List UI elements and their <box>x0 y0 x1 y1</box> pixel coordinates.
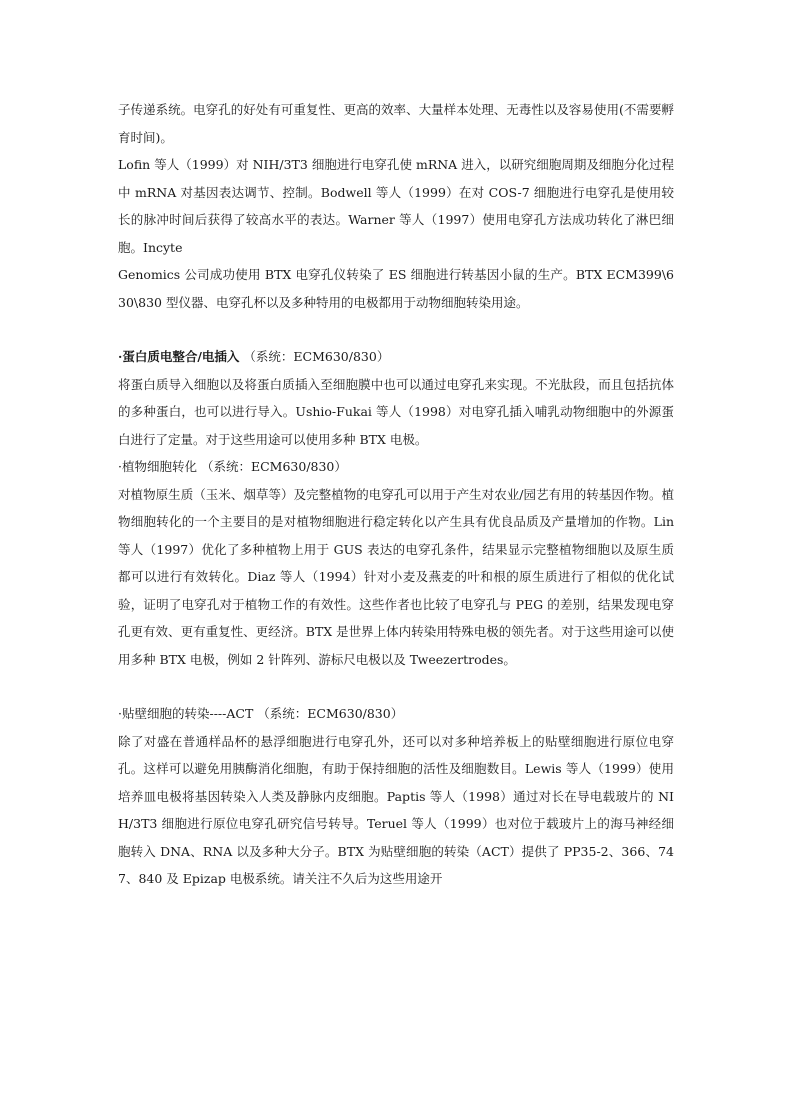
section-heading-plant-transformation <box>118 453 674 481</box>
paragraph-protein-electroinsertion: 将蛋白质导入细胞以及将蛋白质插入至细胞膜中也可以通过电穿孔来实现。不光肽段，而且包括抗体的多种蛋白，也可以进行导入。Ushio-Fukai 等人（1998）对电穿孔插入哺乳动物细胞中的外源蛋白进行了定量。对于这些用途可以使用多种 BTX 电极。 <box>118 376 674 447</box>
document-body <box>118 96 674 893</box>
section-heading-title: ·蛋白质电整合/电插入 <box>118 349 240 364</box>
section-spacer <box>118 316 674 343</box>
section-heading-system: （系统：ECM630/830） <box>257 706 404 721</box>
section-heading-title: ·贴壁细胞的转染----ACT <box>118 706 254 721</box>
section-heading-adherent-cell-transfection <box>118 700 674 728</box>
section-heading-title: ·植物细胞转化 <box>118 459 197 474</box>
paragraph-adherent-cell-transfection: 除了对盛在普通样品杯的悬浮细胞进行电穿孔外，还可以对多种培养板上的贴壁细胞进行原位电穿孔。这样可以避免用胰酶消化细胞，有助于保持细胞的活性及细胞数目。Lewis 等人（1999）使用培养皿电极将基因转染入人类及静脉内皮细胞。Paptis 等人（1998）通过对长在导电载玻片的 NIH/3T3 细胞进行原位电穿孔研究信号转导。Teruel 等人（1999）也对位于载玻片上的海马神经细胞转入 DNA、RNA 以及多种大分子。BTX 为贴壁细胞的转染（ACT）提供了 PP35-2、366、747、840 及 Epizap 电极系统。请关注不久后为这些用途开 <box>118 733 674 886</box>
paragraph-es-cell-transfection: Genomics 公司成功使用 BTX 电穿孔仪转染了 ES 细胞进行转基因小鼠的生产。BTX ECM399\630\830 型仪器、电穿孔杯以及多种特用的电极都用于动物细胞转染用途。 <box>118 267 674 310</box>
section-spacer <box>118 673 674 700</box>
paragraph-mrna-electroporation: Lofin 等人（1999）对 NIH/3T3 细胞进行电穿孔使 mRNA 进入，以研究细胞周期及细胞分化过程中 mRNA 对基因表达调节、控制。Bodwell 等人（1999）在对 COS-7 细胞进行电穿孔是使用较长的脉冲时间后获得了较高水平的表达。Warner 等人（1997）使用电穿孔方法成功转化了淋巴细胞。Incyte <box>118 157 674 255</box>
section-heading-protein-electroinsertion <box>118 343 674 371</box>
paragraph-electroporation-advantages: 子传递系统。电穿孔的好处有可重复性、更高的效率、大量样本处理、无毒性以及容易使用(不需要孵育时间)。 <box>118 102 674 145</box>
section-heading-system: （系统：ECM630/830） <box>243 349 390 364</box>
paragraph-plant-transformation: 对植物原生质（玉米、烟草等）及完整植物的电穿孔可以用于产生对农业/园艺有用的转基因作物。植物细胞转化的一个主要目的是对植物细胞进行稳定转化以产生具有优良品质及产量增加的作物。Lin 等人（1997）优化了多种植物上用于 GUS 表达的电穿孔条件，结果显示完整植物细胞以及原生质都可以进行有效转化。Diaz 等人（1994）针对小麦及燕麦的叶和根的原生质进行了相似的优化试验，证明了电穿孔对于植物工作的有效性。这些作者也比较了电穿孔与 PEG 的差别，结果发现电穿孔更有效、更有重复性、更经济。BTX 是世界上体内转染用特殊电极的领先者。对于这些用途可以使用多种 BTX 电极，例如 2 针阵列、游标尺电极以及 Tweezertrodes。 <box>118 486 674 667</box>
section-heading-system: （系统：ECM630/830） <box>200 459 347 474</box>
